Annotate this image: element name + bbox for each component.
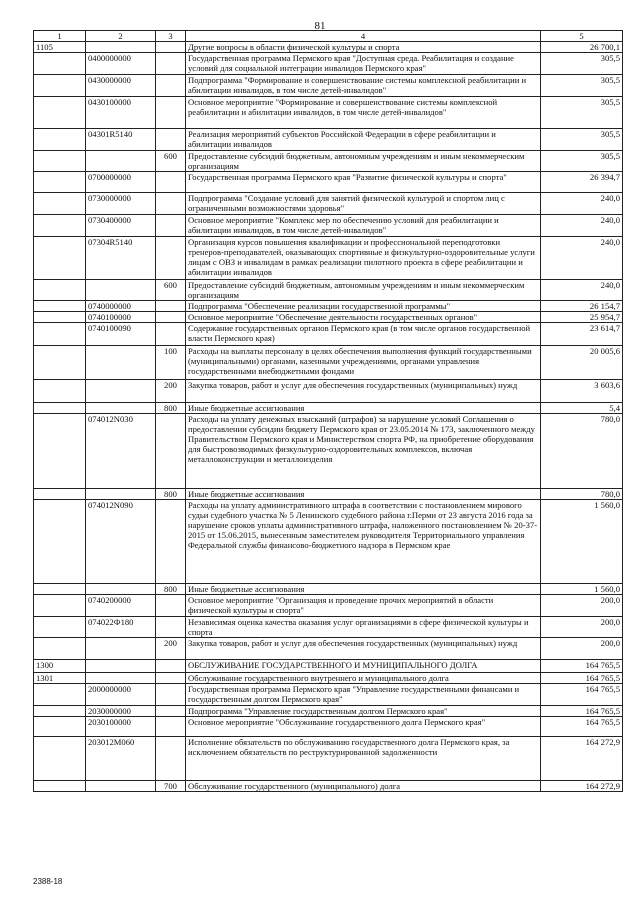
table-row xyxy=(34,673,623,684)
table-row xyxy=(34,500,623,584)
amount-cell: 200,0 xyxy=(541,638,623,660)
footer-code: 2388-18 xyxy=(33,877,63,886)
expense-type-cell xyxy=(156,237,186,280)
target-article-cell: 2030100000 xyxy=(86,717,156,737)
section-code-cell xyxy=(34,706,86,717)
description-cell: ОБСЛУЖИВАНИЕ ГОСУДАРСТВЕННОГО И МУНИЦИПАЛЬНОГО ДОЛГА xyxy=(186,660,541,673)
column-header: 3 xyxy=(156,31,186,42)
expense-type-cell: 800 xyxy=(156,403,186,414)
target-article-cell xyxy=(86,489,156,500)
amount-cell: 3 603,6 xyxy=(541,380,623,403)
budget-table xyxy=(33,30,623,792)
description-cell: Организация курсов повышения квалификации и профессиональной переподготовки тренеров-преподавателей, оказывающих спортивные и физкультурно-оздоровительные услуги лицам с ОВЗ и инвалидам в рамках реализации пилотного проекта в сфере реабилитации и абилитации инвалидов xyxy=(186,237,541,280)
section-code-cell xyxy=(34,301,86,312)
target-article-cell: 0730400000 xyxy=(86,215,156,237)
column-header: 2 xyxy=(86,31,156,42)
target-article-cell xyxy=(86,280,156,301)
expense-type-cell: 700 xyxy=(156,781,186,792)
expense-type-cell xyxy=(156,301,186,312)
description-cell: Основное мероприятие "Комплекс мер по обеспечению условий для реабилитации и абилитации инвалидов, в том числе детей-инвалидов" xyxy=(186,215,541,237)
section-code-cell xyxy=(34,380,86,403)
amount-cell: 780,0 xyxy=(541,489,623,500)
page-number: 81 xyxy=(314,20,326,32)
table-row xyxy=(34,595,623,617)
section-code-cell xyxy=(34,489,86,500)
target-article-cell: 074022Ф180 xyxy=(86,617,156,638)
expense-type-cell xyxy=(156,617,186,638)
target-article-cell xyxy=(86,42,156,53)
expense-type-cell xyxy=(156,312,186,323)
section-code-cell: 1300 xyxy=(34,660,86,673)
description-cell: Государственная программа Пермского края "Доступная среда. Реабилитация и создание условий для социальной интеграции инвалидов Пермского края" xyxy=(186,53,541,75)
amount-cell: 164 765,5 xyxy=(541,684,623,706)
description-cell: Предоставление субсидий бюджетным, автономным учреждениям и иным некоммерческим организациям xyxy=(186,280,541,301)
section-code-cell xyxy=(34,346,86,380)
expense-type-cell xyxy=(156,706,186,717)
amount-cell: 26 394,7 xyxy=(541,172,623,193)
expense-type-cell: 100 xyxy=(156,346,186,380)
target-article-cell: 0740200000 xyxy=(86,595,156,617)
table-row xyxy=(34,617,623,638)
table-row xyxy=(34,584,623,595)
section-code-cell xyxy=(34,215,86,237)
amount-cell: 305,5 xyxy=(541,97,623,129)
section-code-cell xyxy=(34,617,86,638)
expense-type-cell xyxy=(156,500,186,584)
amount-cell: 164 765,5 xyxy=(541,673,623,684)
amount-cell: 164 765,5 xyxy=(541,660,623,673)
table-row xyxy=(34,312,623,323)
target-article-cell: 0430000000 xyxy=(86,75,156,97)
expense-type-cell: 200 xyxy=(156,380,186,403)
amount-cell: 240,0 xyxy=(541,237,623,280)
target-article-cell: 0430100000 xyxy=(86,97,156,129)
section-code-cell xyxy=(34,584,86,595)
description-cell: Подпрограмма "Формирование и совершенствование системы комплексной реабилитации и абилитации инвалидов, в том числе детей-инвалидов" xyxy=(186,75,541,97)
description-cell: Государственная программа Пермского края "Развитие физической культуры и спорта" xyxy=(186,172,541,193)
expense-type-cell: 800 xyxy=(156,489,186,500)
section-code-cell xyxy=(34,151,86,172)
expense-type-cell xyxy=(156,129,186,151)
amount-cell: 780,0 xyxy=(541,414,623,489)
target-article-cell xyxy=(86,584,156,595)
table-row xyxy=(34,660,623,673)
description-cell: Подпрограмма "Обеспечение реализации государственной программы" xyxy=(186,301,541,312)
description-cell: Иные бюджетные ассигнования xyxy=(186,403,541,414)
section-code-cell xyxy=(34,595,86,617)
section-code-cell xyxy=(34,500,86,584)
description-cell: Содержание государственных органов Пермского края (в том числе органов государственной власти Пермского края) xyxy=(186,323,541,346)
table-row xyxy=(34,323,623,346)
expense-type-cell xyxy=(156,660,186,673)
description-cell: Подпрограмма "Создание условий для занятий физической культурой и спортом лиц с ограниченными возможностями здоровья" xyxy=(186,193,541,215)
expense-type-cell xyxy=(156,323,186,346)
target-article-cell: 2000000000 xyxy=(86,684,156,706)
amount-cell: 25 954,7 xyxy=(541,312,623,323)
description-cell: Основное мероприятие "Организация и проведение прочих мероприятий в области физической культуры и спорта" xyxy=(186,595,541,617)
section-code-cell xyxy=(34,280,86,301)
expense-type-cell: 200 xyxy=(156,638,186,660)
table-row xyxy=(34,301,623,312)
expense-type-cell xyxy=(156,595,186,617)
target-article-cell: 0740100090 xyxy=(86,323,156,346)
section-code-cell xyxy=(34,781,86,792)
table-row xyxy=(34,172,623,193)
expense-type-cell xyxy=(156,97,186,129)
amount-cell: 305,5 xyxy=(541,151,623,172)
amount-cell: 20 005,6 xyxy=(541,346,623,380)
description-cell: Закупка товаров, работ и услуг для обеспечения государственных (муниципальных) нужд xyxy=(186,638,541,660)
target-article-cell: 07304R5140 xyxy=(86,237,156,280)
target-article-cell: 074012N030 xyxy=(86,414,156,489)
description-cell: Расходы на уплату административного штрафа в соответствии с постановлением мирового судьи судебного участка № 5 Ленинского судебного района г.Перми от 23 августа 2016 года за нарушение сроков уплаты административного штрафа, наложенного постановлением № 20-37-2015 от 15.06.2015, вынесенным заместителем руководителя Территориального управления Федеральной службы финансово-бюджетного надзора в Пермском крае xyxy=(186,500,541,584)
amount-cell: 200,0 xyxy=(541,595,623,617)
section-code-cell xyxy=(34,193,86,215)
amount-cell: 23 614,7 xyxy=(541,323,623,346)
description-cell: Предоставление субсидий бюджетным, автономным учреждениям и иным некоммерческим организациям xyxy=(186,151,541,172)
amount-cell: 240,0 xyxy=(541,280,623,301)
target-article-cell: 203012М060 xyxy=(86,737,156,781)
target-article-cell: 0700000000 xyxy=(86,172,156,193)
description-cell: Расходы на уплату денежных взысканий (штрафов) за нарушение условий Соглашения о предоставлении субсидии бюджету Пермского края от 23.05.2014 № 173, заключенного между Правительством Пермского края и Министерством спорта РФ, на приобретение оборудования для быстровозводимых физкультурно-оздоровительных комплексов, включая металлоконструкции и металлоизделия xyxy=(186,414,541,489)
expense-type-cell xyxy=(156,193,186,215)
description-cell: Подпрограмма "Управление государственным долгом Пермского края" xyxy=(186,706,541,717)
description-cell: Закупка товаров, работ и услуг для обеспечения государственных (муниципальных) нужд xyxy=(186,380,541,403)
expense-type-cell xyxy=(156,737,186,781)
section-code-cell xyxy=(34,129,86,151)
table-row xyxy=(34,237,623,280)
description-cell: Независимая оценка качества оказания услуг организациями в сфере физической культуры и спорта xyxy=(186,617,541,638)
description-cell: Обслуживание государственного внутреннего и муниципального долга xyxy=(186,673,541,684)
amount-cell: 164 765,5 xyxy=(541,706,623,717)
section-code-cell xyxy=(34,97,86,129)
amount-cell: 240,0 xyxy=(541,193,623,215)
section-code-cell xyxy=(34,75,86,97)
expense-type-cell: 800 xyxy=(156,584,186,595)
section-code-cell xyxy=(34,237,86,280)
table-header-row xyxy=(34,31,623,42)
table-row xyxy=(34,97,623,129)
target-article-cell: 0740100000 xyxy=(86,312,156,323)
description-cell: Иные бюджетные ассигнования xyxy=(186,584,541,595)
description-cell: Реализация мероприятий субъектов Российской Федерации в сфере реабилитации и абилитации инвалидов xyxy=(186,129,541,151)
table-row xyxy=(34,706,623,717)
table-row xyxy=(34,737,623,781)
table-row xyxy=(34,717,623,737)
table-row xyxy=(34,280,623,301)
target-article-cell xyxy=(86,403,156,414)
description-cell: Государственная программа Пермского края "Управление государственными финансами и государственным долгом Пермского края" xyxy=(186,684,541,706)
table-row xyxy=(34,42,623,53)
amount-cell: 5,4 xyxy=(541,403,623,414)
amount-cell: 1 560,0 xyxy=(541,584,623,595)
table-row xyxy=(34,53,623,75)
amount-cell: 1 560,0 xyxy=(541,500,623,584)
column-header: 1 xyxy=(34,31,86,42)
amount-cell: 200,0 xyxy=(541,617,623,638)
expense-type-cell xyxy=(156,673,186,684)
column-header: 5 xyxy=(541,31,623,42)
amount-cell: 305,5 xyxy=(541,53,623,75)
description-cell: Основное мероприятие "Формирование и совершенствование системы комплексной реабилитации и абилитации инвалидов, в том числе детей-инвалидов" xyxy=(186,97,541,129)
expense-type-cell xyxy=(156,75,186,97)
expense-type-cell: 600 xyxy=(156,151,186,172)
expense-type-cell xyxy=(156,215,186,237)
section-code-cell: 1105 xyxy=(34,42,86,53)
target-article-cell xyxy=(86,638,156,660)
expense-type-cell xyxy=(156,684,186,706)
expense-type-cell xyxy=(156,53,186,75)
description-cell: Основное мероприятие "Обслуживание государственного долга Пермского края" xyxy=(186,717,541,737)
expense-type-cell: 600 xyxy=(156,280,186,301)
target-article-cell xyxy=(86,673,156,684)
amount-cell: 305,5 xyxy=(541,75,623,97)
target-article-cell xyxy=(86,346,156,380)
table-row xyxy=(34,193,623,215)
target-article-cell xyxy=(86,781,156,792)
target-article-cell: 2030000000 xyxy=(86,706,156,717)
description-cell: Обслуживание государственного (муниципального) долга xyxy=(186,781,541,792)
target-article-cell: 0740000000 xyxy=(86,301,156,312)
table-row xyxy=(34,75,623,97)
amount-cell: 164 272,9 xyxy=(541,737,623,781)
amount-cell: 305,5 xyxy=(541,129,623,151)
table-row xyxy=(34,151,623,172)
amount-cell: 26 700,1 xyxy=(541,42,623,53)
section-code-cell xyxy=(34,638,86,660)
section-code-cell xyxy=(34,684,86,706)
target-article-cell xyxy=(86,151,156,172)
expense-type-cell xyxy=(156,717,186,737)
table-row xyxy=(34,414,623,489)
section-code-cell xyxy=(34,323,86,346)
table-row xyxy=(34,346,623,380)
table-row xyxy=(34,781,623,792)
target-article-cell: 0730000000 xyxy=(86,193,156,215)
table-row xyxy=(34,380,623,403)
table-row xyxy=(34,129,623,151)
target-article-cell: 074012N090 xyxy=(86,500,156,584)
description-cell: Основное мероприятие "Обеспечение деятельности государственных органов" xyxy=(186,312,541,323)
section-code-cell: 1301 xyxy=(34,673,86,684)
amount-cell: 164 272,9 xyxy=(541,781,623,792)
table-row xyxy=(34,638,623,660)
description-cell: Расходы на выплаты персоналу в целях обеспечения выполнения функций государственными (муниципальными) органами, казенными учреждениями, органами управления государственными внебюджетными фондами xyxy=(186,346,541,380)
description-cell: Исполнение обязательств по обслуживанию государственного долга Пермского края, за исключением обязательств по реструктурированной задолженности xyxy=(186,737,541,781)
expense-type-cell xyxy=(156,172,186,193)
target-article-cell: 0400000000 xyxy=(86,53,156,75)
amount-cell: 26 154,7 xyxy=(541,301,623,312)
expense-type-cell xyxy=(156,42,186,53)
table-row xyxy=(34,489,623,500)
section-code-cell xyxy=(34,312,86,323)
amount-cell: 240,0 xyxy=(541,215,623,237)
table-row xyxy=(34,684,623,706)
table-row xyxy=(34,403,623,414)
target-article-cell: 04301R5140 xyxy=(86,129,156,151)
section-code-cell xyxy=(34,403,86,414)
section-code-cell xyxy=(34,172,86,193)
section-code-cell xyxy=(34,717,86,737)
column-header: 4 xyxy=(186,31,541,42)
description-cell: Другие вопросы в области физической культуры и спорта xyxy=(186,42,541,53)
section-code-cell xyxy=(34,53,86,75)
expense-type-cell xyxy=(156,414,186,489)
table-row xyxy=(34,215,623,237)
section-code-cell xyxy=(34,737,86,781)
description-cell: Иные бюджетные ассигнования xyxy=(186,489,541,500)
section-code-cell xyxy=(34,414,86,489)
target-article-cell xyxy=(86,380,156,403)
amount-cell: 164 765,5 xyxy=(541,717,623,737)
target-article-cell xyxy=(86,660,156,673)
